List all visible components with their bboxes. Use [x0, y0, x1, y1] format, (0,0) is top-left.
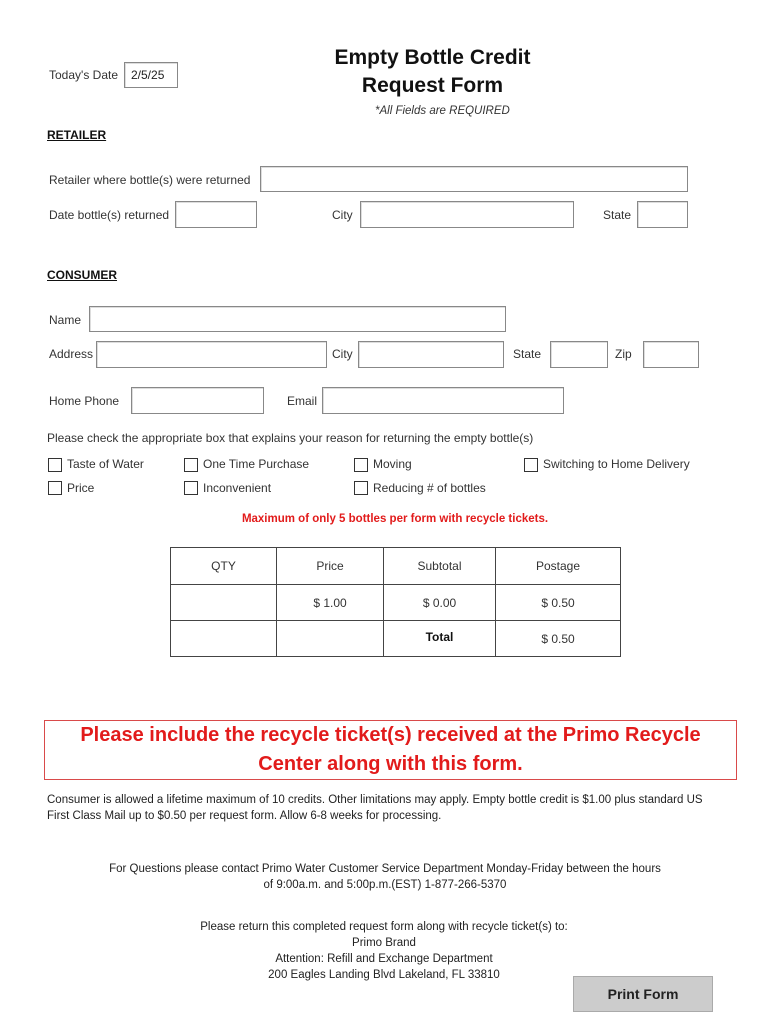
- reason-one-time-checkbox[interactable]: [184, 458, 198, 472]
- header-postage: Postage: [496, 548, 621, 585]
- retailer-city-field[interactable]: [360, 201, 574, 228]
- contact-line2: of 9:00a.m. and 5:00p.m.(EST) 1-877-266-5370: [263, 879, 507, 891]
- reason-reducing-checkbox[interactable]: [354, 481, 368, 495]
- reason-moving-label: Moving: [373, 457, 412, 471]
- todays-date-field[interactable]: 2/5/25: [124, 62, 178, 88]
- email-label: Email: [287, 394, 318, 408]
- retailer-state-label: State: [603, 208, 632, 222]
- todays-date-label: Today's Date: [49, 68, 118, 82]
- retailer-name-field[interactable]: [260, 166, 688, 192]
- return-address: [84, 919, 684, 983]
- notice-line2: Center along with this form.: [258, 753, 523, 775]
- reason-moving-checkbox[interactable]: [354, 458, 368, 472]
- date-returned-field[interactable]: [175, 201, 257, 228]
- retailer-name-label: Retailer where bottle(s) were returned: [49, 173, 251, 187]
- form-title-line1: Empty Bottle Credit: [334, 46, 531, 69]
- return-line2: Primo Brand: [352, 937, 416, 949]
- terms-text: [47, 792, 747, 824]
- terms-line2: First Class Mail up to $0.50 per request form. Allow 6-8 weeks for processing.: [47, 810, 442, 822]
- total-empty-cell-1: [171, 621, 277, 657]
- reason-home-delivery-checkbox[interactable]: [524, 458, 538, 472]
- home-phone-field[interactable]: [131, 387, 264, 414]
- reason-taste-checkbox[interactable]: [48, 458, 62, 472]
- total-label: Total: [384, 621, 496, 657]
- retailer-heading: RETAILER: [47, 128, 107, 142]
- reason-inconvenient-label: Inconvenient: [203, 481, 272, 495]
- table-header-row: [171, 548, 621, 585]
- retailer-city-label: City: [332, 208, 353, 222]
- table-row: [171, 585, 621, 621]
- reason-reducing-label: Reducing # of bottles: [373, 481, 486, 495]
- recycle-ticket-notice: [44, 720, 737, 780]
- return-line1: Please return this completed request form along with recycle ticket(s) to:: [200, 921, 568, 933]
- consumer-city-label: City: [332, 347, 353, 361]
- zip-field[interactable]: [643, 341, 699, 368]
- limit-note: Maximum of only 5 bottles per form with recycle tickets.: [241, 513, 549, 525]
- form-title: [300, 44, 565, 100]
- consumer-name-field[interactable]: [89, 306, 506, 332]
- subtotal-cell: $ 0.00: [384, 585, 496, 621]
- qty-cell[interactable]: [171, 585, 277, 621]
- date-returned-label: Date bottle(s) returned: [49, 208, 170, 222]
- print-form-button[interactable]: Print Form: [573, 976, 713, 1012]
- consumer-heading: CONSUMER: [47, 268, 118, 282]
- postage-cell: $ 0.50: [496, 585, 621, 621]
- home-phone-label: Home Phone: [49, 394, 120, 408]
- credit-table: [170, 547, 621, 657]
- reason-home-delivery-label: Switching to Home Delivery: [543, 457, 690, 471]
- consumer-state-label: State: [513, 347, 542, 361]
- total-row: [171, 621, 621, 657]
- header-qty: QTY: [171, 548, 277, 585]
- form-title-line2: Request Form: [361, 74, 504, 97]
- consumer-name-label: Name: [49, 313, 82, 327]
- price-cell: $ 1.00: [277, 585, 384, 621]
- terms-line1: Consumer is allowed a lifetime maximum of 10 credits. Other limitations may apply. Empty bottle credit is $1.00 plus standard US: [47, 794, 703, 806]
- header-subtotal: Subtotal: [384, 548, 496, 585]
- reason-price-checkbox[interactable]: [48, 481, 62, 495]
- address-field[interactable]: [96, 341, 327, 368]
- total-value: $ 0.50: [496, 621, 621, 657]
- email-field[interactable]: [322, 387, 564, 414]
- consumer-city-field[interactable]: [358, 341, 504, 368]
- consumer-state-field[interactable]: [550, 341, 608, 368]
- reason-inconvenient-checkbox[interactable]: [184, 481, 198, 495]
- return-line4: 200 Eagles Landing Blvd Lakeland, FL 33810: [268, 969, 500, 981]
- reason-one-time-label: One Time Purchase: [203, 457, 310, 471]
- reason-taste-label: Taste of Water: [67, 457, 144, 471]
- reason-price-label: Price: [67, 481, 95, 495]
- return-line3: Attention: Refill and Exchange Department: [275, 953, 493, 965]
- header-price: Price: [277, 548, 384, 585]
- contact-line1: For Questions please contact Primo Water Customer Service Department Monday-Friday between the hours: [109, 863, 661, 875]
- contact-text: [40, 861, 730, 893]
- total-empty-cell-2: [277, 621, 384, 657]
- notice-line1: Please include the recycle ticket(s) received at the Primo Recycle: [80, 724, 701, 746]
- address-label: Address: [49, 347, 94, 361]
- retailer-state-field[interactable]: [637, 201, 688, 228]
- zip-label: Zip: [615, 347, 632, 361]
- reason-prompt: Please check the appropriate box that explains your reason for returning the empty bottle(s): [47, 431, 534, 445]
- required-note: *All Fields are REQUIRED: [375, 105, 510, 117]
